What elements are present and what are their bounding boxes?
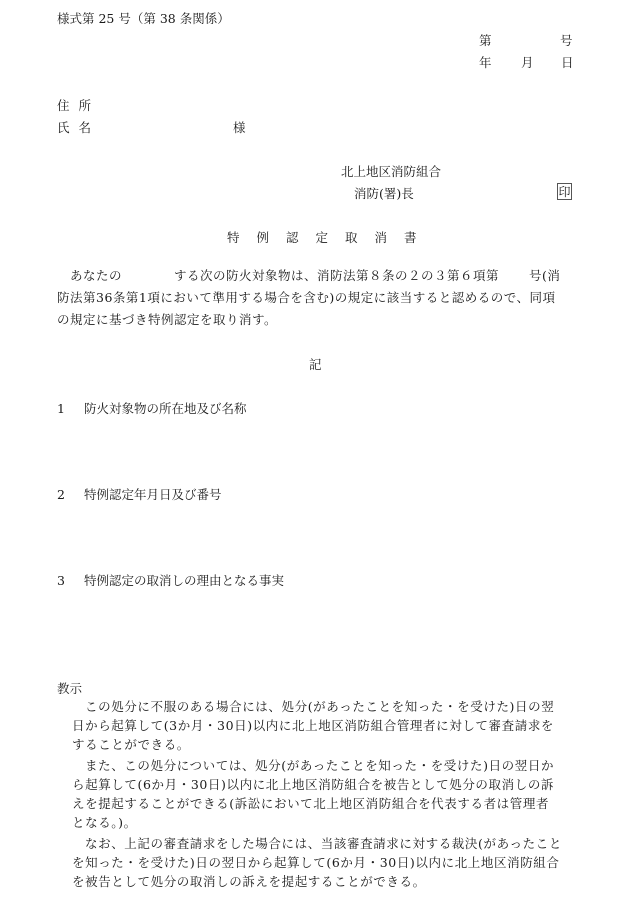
honorific: 様 [233, 120, 246, 135]
instruction-heading: 教示 [57, 681, 83, 696]
item-3 [57, 575, 284, 588]
instruction-text: この処分に不服のある場合には、処分(があったことを知った・を受けた)日の翌 [85, 699, 555, 714]
date-month: 月 [521, 55, 534, 70]
item-1 [57, 403, 247, 416]
item-2 [57, 489, 222, 502]
issuer-organization: 北上地区消防組合 [341, 164, 442, 179]
instruction-line: を被告として処分の取消しの訴えを提起することができる。 [72, 874, 426, 889]
main-line-1 [57, 265, 577, 287]
item-label: 特例認定年月日及び番号 [84, 487, 222, 502]
instruction-line: を知った・を受けた)日の翌日から起算して(6か月・30日)以内に北上地区消防組合 [72, 855, 560, 870]
item-number: 3 [57, 573, 65, 588]
ki-heading: 記 [309, 357, 322, 372]
instruction-paragraph-3 [72, 834, 577, 891]
instruction-line [72, 697, 577, 716]
date-day: 日 [561, 55, 574, 70]
document-number-suffix: 号 [560, 33, 573, 48]
main-text-part-a: あなたの [70, 268, 123, 283]
name-label: 氏名 [57, 120, 101, 135]
instruction-line: することができる。 [72, 737, 190, 752]
seal-stamp: 印 [558, 184, 571, 199]
item-label: 特例認定の取消しの理由となる事実 [84, 573, 285, 588]
instruction-text: なお、上記の審査請求をした場合には、当該審査請求に対する裁決(があったこと [85, 836, 562, 851]
instruction-line: ら起算して(6か月・30日)以内に北上地区消防組合を被告として処分の取消しの訴 [72, 777, 555, 792]
instruction-paragraph-1 [72, 697, 577, 754]
address-label: 住所 [57, 98, 101, 113]
main-text-part-b: する次の防火対象物は、消防法第８条の２の３第６項第 [174, 268, 500, 283]
document-number-prefix: 第 [479, 33, 492, 48]
document-title: 特例認定取消書 [227, 230, 434, 245]
date-year: 年 [479, 55, 492, 70]
instruction-line [72, 756, 577, 775]
instruction-text: また、この処分については、処分(があったことを知った・を受けた)日の翌日か [85, 758, 555, 773]
item-number: 1 [57, 401, 65, 416]
main-line-3: の規定に基づき特例認定を取り消す。 [57, 312, 278, 327]
instruction-line: 日から起算して(3か月・30日)以内に北上地区消防組合管理者に対して審査請求を [72, 718, 555, 733]
instruction-line: えを提起することができる(訴訟において北上地区消防組合を代表する者は管理者 [72, 796, 550, 811]
main-text-part-c: 号(消 [529, 268, 561, 283]
main-paragraph [57, 265, 577, 331]
instruction-line [72, 834, 577, 853]
instruction-line: となる。)。 [72, 815, 137, 830]
item-label: 防火対象物の所在地及び名称 [84, 401, 247, 416]
instruction-paragraph-2 [72, 756, 577, 832]
item-number: 2 [57, 487, 65, 502]
form-number: 様式第 25 号（第 38 条関係） [57, 11, 230, 26]
main-line-2: 防法第36条第1項において準用する場合を含む)の規定に該当すると認めるので、同項 [57, 290, 556, 305]
issuer-title: 消防(署)長 [354, 186, 414, 201]
